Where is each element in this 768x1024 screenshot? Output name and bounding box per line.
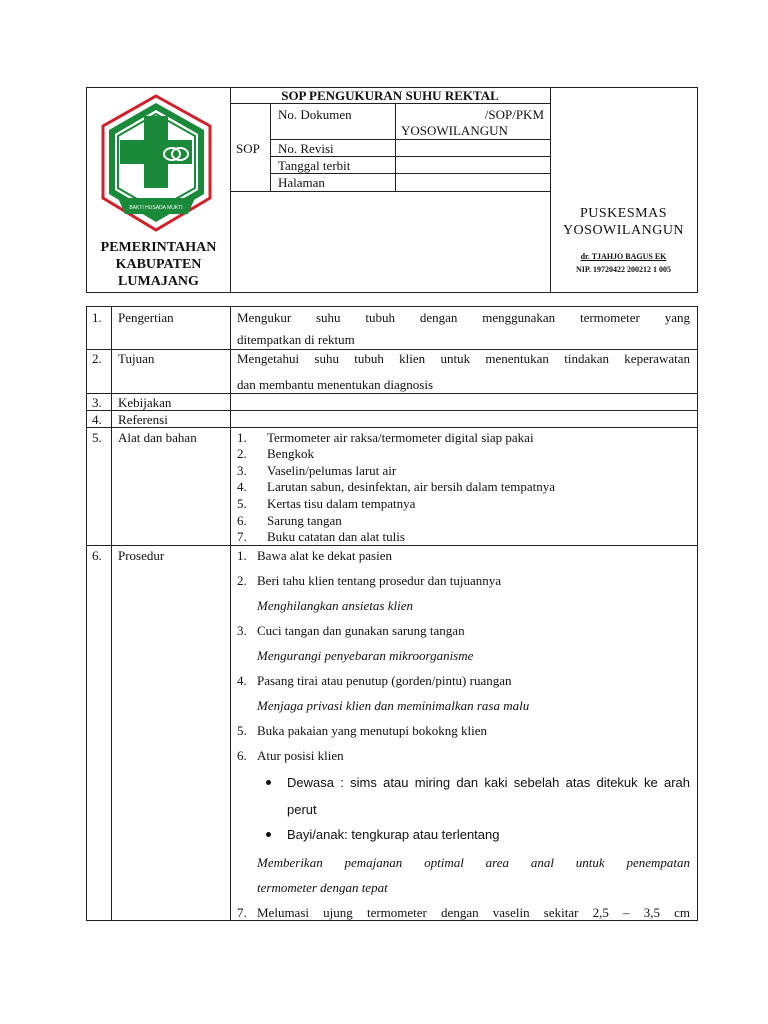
alat-item-number: 3. xyxy=(237,463,247,478)
row-number-6: 6. xyxy=(92,548,102,563)
row-number-4: 4. xyxy=(92,412,102,427)
alat-item-text: Sarung tangan xyxy=(267,513,342,528)
row-number-1: 1. xyxy=(92,310,102,325)
position-adult-line-1: Dewasa : sims atau miring dan kaki sebelah atas ditekuk ke arah xyxy=(287,775,690,790)
row-number-3: 3. xyxy=(92,395,102,410)
org-name-line-2: KABUPATEN xyxy=(115,257,202,272)
meta-label-no-revisi: No. Revisi xyxy=(278,141,334,156)
puskesmas-logo xyxy=(100,94,213,232)
alat-item-text: Buku catatan dan alat tulis xyxy=(267,529,405,544)
step-number: 6. xyxy=(237,748,247,763)
step-text: Beri tahu klien tentang prosedur dan tujuannya xyxy=(257,573,502,588)
tujuan-text-line-1: Mengetahui suhu tubuh klien untuk menentukan tindakan keperawatan xyxy=(237,351,690,366)
bullet-icon xyxy=(266,780,271,785)
pengertian-text-line-2: ditempatkan di rektum xyxy=(237,332,355,347)
row-label-kebijakan: Kebijakan xyxy=(118,395,172,410)
meta-label-tanggal-terbit: Tanggal terbit xyxy=(278,158,351,173)
step-rationale: Memberikan pemajanan optimal area anal untuk penempatan xyxy=(257,855,690,870)
alat-item-text: Larutan sabun, desinfektan, air bersih dalam tempatnya xyxy=(267,479,556,494)
row-label-pengertian: Pengertian xyxy=(118,310,174,325)
step-number: 7. xyxy=(237,905,247,920)
row-label-alat-dan-bahan: Alat dan bahan xyxy=(118,430,197,445)
step-text: Buka pakaian yang menutupi bokokng klien xyxy=(257,723,487,738)
step-rationale: Mengurangi penyebaran mikroorganisme xyxy=(257,648,474,663)
step-rationale-cont: termometer dengan tepat xyxy=(257,880,388,895)
signer-name: dr. TJAHJO BAGUS EK xyxy=(580,252,667,261)
alat-item-text: Vaselin/pelumas larut air xyxy=(267,463,397,478)
step-text: Bawa alat ke dekat pasien xyxy=(257,548,392,563)
svg-text:BAKTI HUSADA MUKTI: BAKTI HUSADA MUKTI xyxy=(129,205,183,211)
pengertian-text-line-1: Mengukur suhu tubuh dengan menggunakan termometer yang xyxy=(237,310,690,325)
step-text: Melumasi ujung termometer dengan vaselin sekitar 2,5 – 3,5 cm xyxy=(257,905,690,920)
step-text: Atur posisi klien xyxy=(257,748,344,763)
row-label-tujuan: Tujuan xyxy=(118,351,155,366)
puskesmas-name-line-1: PUSKESMAS xyxy=(580,206,667,221)
alat-item-number: 2. xyxy=(237,446,247,461)
row-number-2: 2. xyxy=(92,351,102,366)
alat-item-text: Kertas tisu dalam tempatnya xyxy=(267,496,416,511)
meta-value-no-dokumen: /SOP/PKM xyxy=(484,107,544,122)
meta-label-halaman: Halaman xyxy=(278,175,325,190)
step-number: 5. xyxy=(237,723,247,738)
alat-item-number: 4. xyxy=(237,479,247,494)
alat-item-number: 1. xyxy=(237,430,247,445)
step-number: 3. xyxy=(237,623,247,638)
step-text: Pasang tirai atau penutup (gorden/pintu) ruangan xyxy=(257,673,512,688)
step-number: 4. xyxy=(237,673,247,688)
alat-item-number: 7. xyxy=(237,529,247,544)
alat-item-number: 6. xyxy=(237,513,247,528)
org-name-line-3: LUMAJANG xyxy=(118,274,199,289)
row-label-referensi: Referensi xyxy=(118,412,168,427)
puskesmas-emblem-icon xyxy=(100,94,213,232)
tujuan-text-line-2: dan membantu menentukan diagnosis xyxy=(237,377,434,392)
row-number-5: 5. xyxy=(92,430,102,445)
row-label-prosedur: Prosedur xyxy=(118,548,165,563)
bullet-icon xyxy=(266,832,271,837)
step-rationale: Menghilangkan ansietas klien xyxy=(257,598,413,613)
meta-value-no-dokumen-2: YOSOWILANGUN xyxy=(401,123,508,138)
alat-item-number: 5. xyxy=(237,496,247,511)
position-child: Bayi/anak: tengkurap atau terlentang xyxy=(287,827,500,842)
step-number: 2. xyxy=(237,573,247,588)
signer-nip: NIP. 19720422 200212 1 005 xyxy=(575,265,672,274)
alat-item-text: Bengkok xyxy=(267,446,314,461)
step-text: Cuci tangan dan gunakan sarung tangan xyxy=(257,623,465,638)
org-name-line-1: PEMERINTAHAN xyxy=(100,240,217,255)
puskesmas-name-line-2: YOSOWILANGUN xyxy=(562,223,685,238)
alat-item-text: Termometer air raksa/termometer digital siap pakai xyxy=(267,430,534,445)
meta-label-no-dokumen: No. Dokumen xyxy=(278,107,352,122)
step-number: 1. xyxy=(237,548,247,563)
sop-label: SOP xyxy=(236,141,260,156)
position-adult-line-2: perut xyxy=(287,802,317,817)
step-rationale: Menjaga privasi klien dan meminimalkan rasa malu xyxy=(257,698,530,713)
document-title: SOP PENGUKURAN SUHU REKTAL xyxy=(281,88,499,103)
